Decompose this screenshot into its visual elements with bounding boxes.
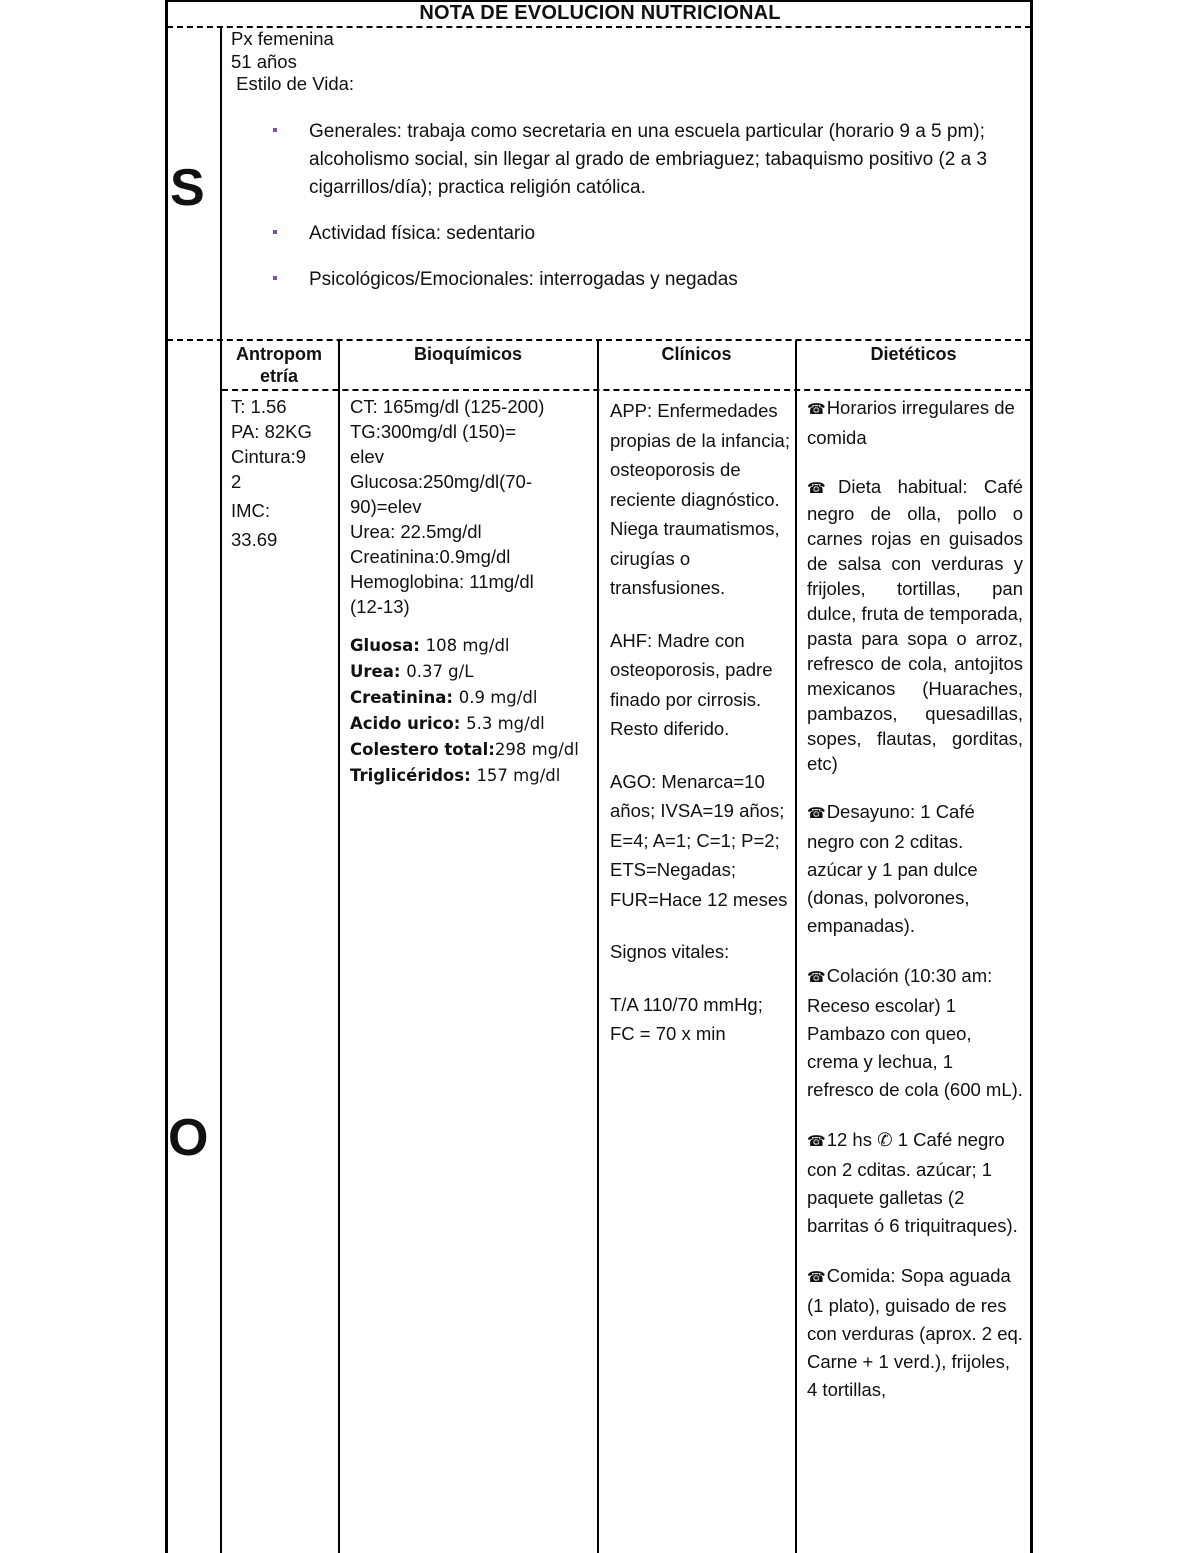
subjective-section [231,28,1021,312]
header-biochemical: Bioquímicos [413,344,522,364]
note-title: NOTA DE EVOLUCION NUTRICIONAL [419,2,781,24]
patient-age: 51 años [231,50,297,72]
list-item: ☎12 hs ✆ 1 Café negro con 2 cditas. azúcar; 1 paquete galletas (2 barritas ó 6 triquitraques). [807,1129,1018,1236]
family-history: AHF: Madre con osteoporosis, padre finado por cirrosis. Resto diferido. [610,629,773,739]
list-item: ☎Comida: Sopa aguada (1 plato), guisado de res con verduras (aprox. 2 eq. Carne + 1 verd.), frijoles, 4 tortillas, [807,1265,1023,1400]
vital-signs-heading: Signos vitales: [610,941,730,962]
recent-labs [350,633,590,789]
header-dietetic: Dietéticos [870,344,957,364]
s-section-bottom-line [167,339,1031,341]
clinical-cell [610,396,790,1072]
personal-history: APP: Enfermedades propias de la infancia; osteoporosis de reciente diagnóstico. Niega traumatismos, cirugías o transfusiones. [610,400,790,598]
patient-sex: Px femenina [231,28,334,49]
biochemical-cell [350,394,590,789]
bullet-icon [273,230,277,234]
urea-line: Urea: 22.5mg/dl [350,521,482,542]
header-anthropometry: Antropom etría [236,344,322,386]
list-item: ☎Horarios irregulares de comida [807,397,1015,448]
phone-bullet-icon: ☎ [807,1269,826,1286]
glucose-line: Glucosa:250mg/dl(70- [350,471,533,492]
phone-bullet-icon: ☎ [807,480,837,497]
waist-label: Cintura:9 [231,446,307,467]
column-divider-3 [795,341,797,1553]
list-item [231,266,1021,294]
lifestyle-activity: Actividad física: sedentario [309,222,536,244]
vital-signs-values: T/A 110/70 mmHg; FC = 70 x min [610,993,763,1044]
phone-bullet-icon: ☎ [807,969,826,986]
hemoglobin-line: Hemoglobina: 11mg/dl [350,571,534,592]
table-right-border [1030,0,1033,1553]
phone-bullet-icon: ☎ [807,805,826,822]
lab-row: Triglicéridos: 157 mg/dl [350,766,561,785]
lab-row: Colestero total:298 mg/dl [350,740,579,759]
table-left-border [165,0,168,1553]
list-item: ☎Dieta habitual: Café negro de olla, pollo o carnes rojas en guisados de salsa con verduras y frijoles, tortillas, pan dulce, fruta de temporada, pasta para sopa o arroz, refresco de cola, antojitos mexicanos (Huaraches, pambazos, quesadillas, sopes, flautas, gorditas, etc) [807,476,1023,774]
phone-bullet-icon: ☎ [807,401,826,418]
column-divider-2 [597,341,599,1553]
phone-bullet-icon: ☎ [807,1133,826,1150]
bullet-icon [273,276,277,280]
section-letter-s: S [170,159,205,217]
list-item: ☎Colación (10:30 am: Receso escolar) 1 Pambazo con queo, crema y lechua, 1 refresco de cola (600 mL). [807,965,1023,1100]
bullet-icon [273,128,277,132]
list-item: ☎Desayuno: 1 Café negro con 2 cditas. azúcar y 1 pan dulce (donas, polvorones, empanadas). [807,801,978,936]
lifestyle-psych: Psicológicos/Emocionales: interrogadas y negadas [309,268,738,290]
lifestyle-heading: Estilo de Vida: [231,73,355,94]
triglycerides-line: TG:300mg/dl (150)= [350,421,517,442]
anthropometry-cell [231,394,331,552]
bmi-label: IMC: [231,500,271,521]
waist-value: 2 [231,471,242,492]
section-letter-o: O [168,1109,209,1167]
weight-value: PA: 82KG [231,421,312,442]
cholesterol-line: CT: 165mg/dl (125-200) [350,396,545,417]
dietetic-cell [807,394,1023,1426]
column-divider-1 [338,341,340,1553]
lifestyle-list [231,118,1021,294]
lifestyle-general: Generales: trabaja como secretaria en una escuela particular (horario 9 a 5 pm); alcoholismo social, sin llegar al grado de embriaguez; tabaquismo positivo (2 a 3 cigarrillos/día); practica religión católica. [309,120,988,198]
header-clinical: Clínicos [661,344,732,364]
gyn-obstetric-history: AGO: Menarca=10 años; IVSA=19 años; E=4; A=1; C=1; P=2; ETS=Negadas; FUR=Hace 12 meses [610,770,788,910]
bmi-value: 33.69 [231,529,278,550]
list-item [231,220,1021,248]
height-value: T: 1.56 [231,396,287,417]
creatinine-line: Creatinina:0.9mg/dl [350,546,511,567]
lab-row: Acido urico: 5.3 mg/dl [350,714,545,733]
hemoglobin-range: (12-13) [350,596,410,617]
lab-row: Gluosa: 108 mg/dl [350,636,510,655]
list-item [231,118,1021,202]
triglycerides-note: elev [350,446,384,467]
lab-row: Urea: 0.37 g/L [350,662,474,681]
section-divider-line [220,28,222,1553]
glucose-note: 90)=elev [350,496,422,517]
lab-row: Creatinina: 0.9 mg/dl [350,688,538,707]
column-header-bottom-line [222,389,1031,391]
